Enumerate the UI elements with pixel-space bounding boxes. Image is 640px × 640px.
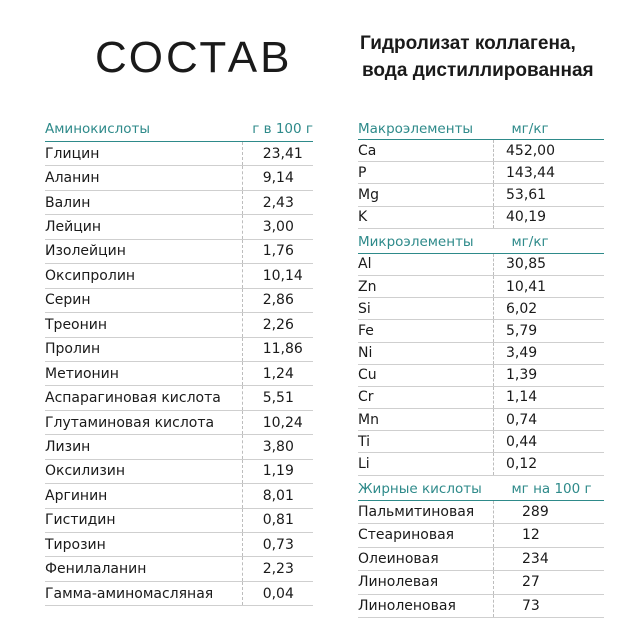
- amino-value: 2,43: [242, 190, 313, 214]
- amino-header-name: Аминокислоты: [45, 118, 242, 142]
- amino-value: 11,86: [242, 337, 313, 361]
- table-row: [45, 386, 313, 410]
- amino-value: 2,26: [242, 313, 313, 337]
- table-row: [45, 142, 313, 166]
- amino-name: Треонин: [45, 313, 242, 337]
- amino-header-unit: г в 100 г: [242, 118, 313, 142]
- amino-name: Пролин: [45, 337, 242, 361]
- amino-value: 1,76: [242, 239, 313, 263]
- amino-name: Оксилизин: [45, 459, 242, 483]
- table-row: [358, 431, 604, 453]
- amino-value: 0,81: [242, 508, 313, 532]
- micro-name: Cr: [358, 386, 494, 408]
- page-title: СОСТАВ: [95, 33, 293, 82]
- amino-name: Аспарагиновая кислота: [45, 386, 242, 410]
- micro-value: 6,02: [494, 298, 605, 320]
- table-row: [358, 500, 604, 524]
- micro-name: Cu: [358, 364, 494, 386]
- table-row: [358, 298, 604, 320]
- table-row: [45, 166, 313, 190]
- fatty-value: 12: [494, 524, 605, 548]
- table-row: [358, 386, 604, 408]
- amino-name: Тирозин: [45, 533, 242, 557]
- macro-value: 53,61: [494, 184, 605, 206]
- macro-header-unit: мг/кг: [494, 118, 605, 140]
- table-row: [45, 190, 313, 214]
- amino-header-row: [45, 118, 313, 142]
- table-row: [358, 524, 604, 548]
- amino-value: 5,51: [242, 386, 313, 410]
- fatty-rows: [358, 500, 604, 618]
- amino-name: Глутаминовая кислота: [45, 410, 242, 434]
- amino-value: 0,04: [242, 581, 313, 605]
- micro-name: Ti: [358, 431, 494, 453]
- amino-name: Гамма-аминомасляная: [45, 581, 242, 605]
- amino-name: Лейцин: [45, 215, 242, 239]
- amino-value: 3,80: [242, 435, 313, 459]
- table-row: [45, 581, 313, 605]
- table-row: [358, 409, 604, 431]
- elements-table: [358, 118, 604, 618]
- micro-value: 1,14: [494, 386, 605, 408]
- table-row: [45, 508, 313, 532]
- table-row: [45, 337, 313, 361]
- amino-name: Изолейцин: [45, 239, 242, 263]
- table-row: [45, 484, 313, 508]
- amino-name: Метионин: [45, 361, 242, 385]
- amino-rows: [45, 142, 313, 606]
- macro-name: P: [358, 162, 494, 184]
- amino-value: 1,19: [242, 459, 313, 483]
- macro-name: K: [358, 206, 494, 228]
- micro-header-row: [358, 228, 604, 253]
- micro-value: 0,74: [494, 409, 605, 431]
- amino-value: 8,01: [242, 484, 313, 508]
- amino-name: Глицин: [45, 142, 242, 166]
- fatty-name: Пальмитиновая: [358, 500, 494, 524]
- fatty-value: 73: [494, 594, 605, 618]
- micro-header-unit: мг/кг: [494, 228, 605, 253]
- table-row: [358, 184, 604, 206]
- table-row: [45, 557, 313, 581]
- micro-value: 3,49: [494, 342, 605, 364]
- fatty-name: Линоленовая: [358, 594, 494, 618]
- micro-name: Ni: [358, 342, 494, 364]
- amino-value: 2,86: [242, 288, 313, 312]
- micro-value: 5,79: [494, 320, 605, 342]
- fatty-value: 27: [494, 571, 605, 595]
- amino-value: 9,14: [242, 166, 313, 190]
- micro-name: Li: [358, 453, 494, 475]
- micro-name: Fe: [358, 320, 494, 342]
- macro-header-row: [358, 118, 604, 140]
- table-row: [358, 140, 604, 162]
- table-row: [45, 215, 313, 239]
- amino-value: 23,41: [242, 142, 313, 166]
- table-row: [45, 410, 313, 434]
- table-row: [45, 288, 313, 312]
- subtitle-line-2: вода дистиллированная: [362, 60, 594, 81]
- micro-value: 1,39: [494, 364, 605, 386]
- micro-value: 10,41: [494, 275, 605, 297]
- table-row: [45, 435, 313, 459]
- amino-acids-table: [45, 118, 313, 606]
- amino-name: Гистидин: [45, 508, 242, 532]
- amino-value: 0,73: [242, 533, 313, 557]
- amino-name: Лизин: [45, 435, 242, 459]
- amino-name: Серин: [45, 288, 242, 312]
- macro-name: Mg: [358, 184, 494, 206]
- amino-name: Аланин: [45, 166, 242, 190]
- macro-value: 40,19: [494, 206, 605, 228]
- amino-value: 2,23: [242, 557, 313, 581]
- micro-name: Zn: [358, 275, 494, 297]
- table-row: [45, 264, 313, 288]
- macro-value: 143,44: [494, 162, 605, 184]
- micro-rows: [358, 253, 604, 475]
- micro-value: 30,85: [494, 253, 605, 275]
- amino-name: Валин: [45, 190, 242, 214]
- amino-name: Аргинин: [45, 484, 242, 508]
- table-row: [45, 533, 313, 557]
- table-row: [358, 162, 604, 184]
- amino-name: Фенилаланин: [45, 557, 242, 581]
- macro-header-name: Макроэлементы: [358, 118, 494, 140]
- table-row: [358, 206, 604, 228]
- fatty-name: Линолевая: [358, 571, 494, 595]
- table-row: [45, 239, 313, 263]
- fatty-name: Стеариновая: [358, 524, 494, 548]
- table-row: [358, 342, 604, 364]
- amino-value: 1,24: [242, 361, 313, 385]
- amino-value: 10,24: [242, 410, 313, 434]
- table-row: [358, 253, 604, 275]
- fatty-header-unit: мг на 100 г: [494, 475, 605, 500]
- macro-name: Ca: [358, 140, 494, 162]
- micro-name: Si: [358, 298, 494, 320]
- micro-value: 0,44: [494, 431, 605, 453]
- micro-header-name: Микроэлементы: [358, 228, 494, 253]
- amino-name: Оксипролин: [45, 264, 242, 288]
- macro-rows: [358, 140, 604, 229]
- macro-value: 452,00: [494, 140, 605, 162]
- table-row: [358, 320, 604, 342]
- micro-name: Al: [358, 253, 494, 275]
- table-row: [358, 275, 604, 297]
- amino-value: 10,14: [242, 264, 313, 288]
- table-row: [358, 594, 604, 618]
- fatty-header-name: Жирные кислоты: [358, 475, 494, 500]
- fatty-value: 234: [494, 547, 605, 571]
- table-row: [45, 361, 313, 385]
- table-row: [358, 364, 604, 386]
- table-row: [358, 453, 604, 475]
- fatty-value: 289: [494, 500, 605, 524]
- micro-value: 0,12: [494, 453, 605, 475]
- fatty-header-row: [358, 475, 604, 500]
- micro-name: Mn: [358, 409, 494, 431]
- table-row: [45, 459, 313, 483]
- fatty-name: Олеиновая: [358, 547, 494, 571]
- table-row: [358, 547, 604, 571]
- table-row: [45, 313, 313, 337]
- table-row: [358, 571, 604, 595]
- product-subtitle: [360, 30, 630, 84]
- subtitle-line-1: Гидролизат коллагена,: [360, 33, 576, 54]
- amino-value: 3,00: [242, 215, 313, 239]
